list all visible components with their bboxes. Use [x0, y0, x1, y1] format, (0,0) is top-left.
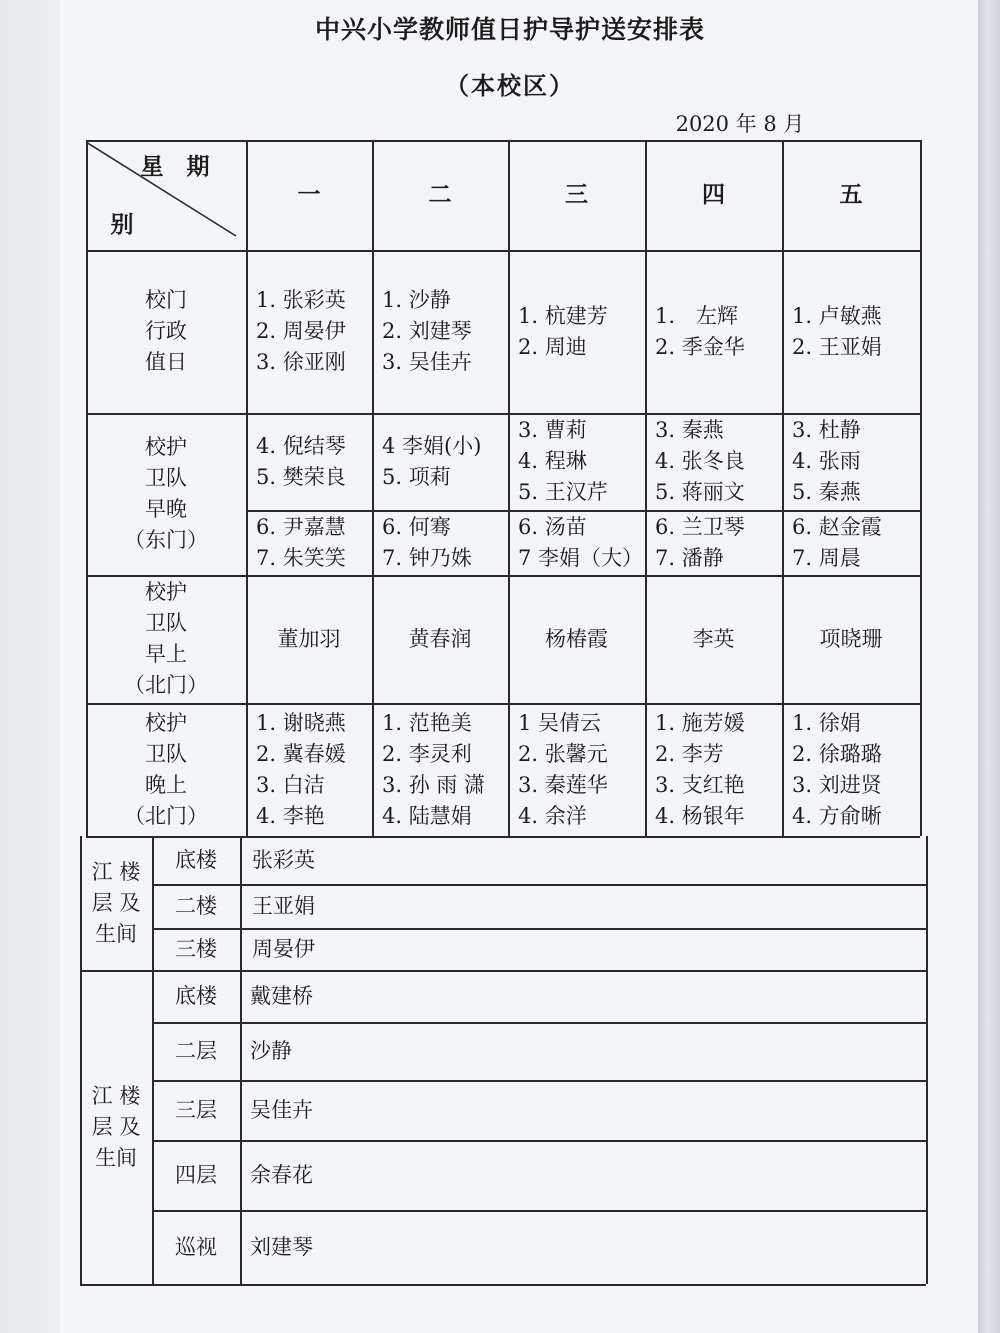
- cell-line: 3. 支红艳: [655, 772, 745, 797]
- cell-line: 生间: [95, 921, 137, 946]
- cell-line: 7. 钟乃姝: [382, 545, 472, 570]
- cell-line: 杨椿霞: [545, 626, 608, 651]
- document-date: 2020 年 8 月: [675, 112, 805, 136]
- duty-cell: [518, 250, 645, 413]
- cell-line: 1 吴倩云: [518, 710, 602, 735]
- duty-cell: [782, 575, 920, 703]
- cell-line: 6. 汤苗: [518, 514, 587, 539]
- cell-line: 1. 徐娟: [792, 710, 861, 735]
- cell-line: 5. 蒋丽文: [655, 480, 745, 504]
- cell-line: （东门）: [124, 528, 208, 552]
- cell-line: 4. 李艳: [256, 803, 325, 828]
- duty-cell: [518, 703, 645, 836]
- cell-line: 生间: [95, 1145, 137, 1170]
- cell-line: 4. 程琳: [518, 449, 587, 473]
- document-subtitle: （本校区）: [445, 72, 575, 100]
- row-label: [86, 575, 246, 703]
- duty-cell: [382, 250, 508, 413]
- cell-line: 4. 方俞晰: [792, 803, 882, 828]
- cell-line: 5. 王汉芹: [518, 480, 608, 504]
- corner-label-weekday: 星 期: [140, 154, 210, 180]
- cell-line: 2. 李芳: [655, 741, 724, 766]
- cell-line: 3. 刘进贤: [792, 772, 882, 797]
- day-header: 二: [428, 181, 452, 208]
- cell-line: 3. 秦燕: [655, 418, 724, 442]
- duty-cell: [792, 250, 920, 413]
- floor-section-label: [80, 836, 152, 970]
- cell-line: 7 李娟（大）: [518, 545, 644, 570]
- day-header: 一: [297, 181, 321, 208]
- duty-cell: [792, 510, 920, 575]
- floor-name: 二层: [175, 1038, 217, 1063]
- cell-line: 4 李娟(小): [382, 433, 482, 458]
- day-header: 三: [565, 181, 588, 208]
- floor-teacher: 王亚娟: [252, 893, 315, 918]
- duty-cell: [382, 413, 508, 510]
- duty-cell: [792, 413, 920, 510]
- floor-name: 底楼: [175, 847, 217, 872]
- cell-line: 2. 刘建琴: [382, 319, 472, 343]
- floor-name: 巡视: [175, 1234, 217, 1259]
- floor-name: 二楼: [175, 893, 217, 918]
- cell-line: 5. 项莉: [382, 464, 451, 489]
- duty-cell: [246, 575, 372, 703]
- cell-line: 行政: [145, 319, 187, 343]
- cell-line: 2. 徐璐璐: [792, 741, 882, 766]
- cell-line: 1. 施芳媛: [655, 710, 745, 735]
- cell-line: 校门: [145, 288, 187, 312]
- cell-line: 卫队: [145, 611, 187, 635]
- cell-line: 2. 冀春媛: [256, 741, 346, 766]
- cell-line: 2. 周迪: [518, 334, 587, 359]
- floor-name: 底楼: [175, 983, 217, 1008]
- duty-cell: [655, 703, 782, 836]
- duty-cell: [256, 250, 372, 413]
- duty-cell: [372, 575, 508, 703]
- cell-line: 李英: [692, 626, 735, 651]
- floor-name: 四层: [175, 1162, 217, 1187]
- cell-line: 江 楼: [91, 1083, 141, 1108]
- cell-line: 2. 周晏伊: [256, 319, 346, 343]
- floor-teacher: 余春花: [250, 1162, 313, 1187]
- cell-line: （北门）: [124, 803, 208, 828]
- cell-line: 4. 余洋: [518, 803, 587, 828]
- duty-cell: [382, 703, 508, 836]
- cell-line: 6. 何骞: [382, 514, 451, 539]
- duty-cell: [518, 413, 645, 510]
- cell-line: 3. 曹莉: [518, 418, 587, 442]
- duty-cell: [645, 575, 782, 703]
- duty-cell: [382, 510, 508, 575]
- table-rule: [920, 140, 922, 836]
- cell-line: 校护: [145, 710, 187, 735]
- cell-line: 1. 杭建芳: [518, 303, 608, 328]
- duty-cell: [256, 413, 372, 510]
- day-header: 五: [839, 181, 863, 208]
- cell-line: 3. 孙 雨 潇: [382, 772, 486, 797]
- floor-section-label: [80, 970, 152, 1284]
- cell-line: 1. 沙静: [382, 288, 451, 312]
- cell-line: 值日: [145, 350, 187, 374]
- cell-line: 1. 卢敏燕: [792, 303, 882, 328]
- floor-teacher: 刘建琴: [250, 1234, 313, 1259]
- floor-name: 三楼: [175, 936, 217, 961]
- table-rule: [926, 836, 928, 1284]
- cell-line: 晚上: [145, 772, 187, 797]
- cell-line: 早晚: [145, 497, 187, 521]
- cell-line: 2. 张馨元: [518, 741, 608, 766]
- cell-line: 7. 周晨: [792, 545, 861, 570]
- cell-line: 1. 左辉: [655, 303, 739, 328]
- duty-cell: [655, 413, 782, 510]
- cell-line: 1. 谢晓燕: [256, 710, 346, 735]
- cell-line: 董加羽: [277, 626, 341, 651]
- cell-line: 校护: [145, 580, 187, 604]
- cell-line: （北门）: [124, 673, 208, 697]
- cell-line: 4. 倪结琴: [256, 433, 346, 458]
- floor-name: 三层: [175, 1097, 217, 1122]
- cell-line: 3. 白洁: [256, 772, 325, 797]
- cell-line: 2. 季金华: [655, 334, 745, 359]
- cell-line: 4. 陆慧娟: [382, 803, 472, 828]
- floor-teacher: 周晏伊: [252, 936, 315, 961]
- cell-line: 7. 朱笑笑: [256, 545, 346, 570]
- table-rule: [80, 1284, 926, 1286]
- cell-line: 6. 尹嘉慧: [256, 514, 346, 539]
- cell-line: 卫队: [145, 466, 187, 490]
- cell-line: 1. 张彩英: [256, 288, 346, 312]
- floor-teacher: 戴建桥: [250, 983, 313, 1008]
- cell-line: 3. 徐亚刚: [256, 350, 346, 374]
- duty-cell: [256, 703, 372, 836]
- cell-line: 层 及: [91, 890, 141, 915]
- row-label: [86, 413, 246, 575]
- cell-line: 2. 王亚娟: [792, 334, 882, 359]
- cell-line: 1. 范艳美: [382, 710, 472, 735]
- cell-line: 3. 秦莲华: [518, 772, 608, 797]
- cell-line: 4. 杨银年: [655, 803, 745, 828]
- cell-line: 5. 樊荣良: [256, 464, 346, 489]
- duty-cell: [508, 575, 645, 703]
- cell-line: 黄春润: [408, 626, 472, 651]
- document-title: 中兴小学教师值日护导护送安排表: [314, 15, 705, 44]
- duty-cell: [792, 703, 920, 836]
- day-header: 四: [702, 181, 725, 208]
- cell-line: 层 及: [91, 1114, 141, 1139]
- cell-line: 3. 杜静: [792, 418, 861, 442]
- cell-line: 江 楼: [91, 859, 141, 884]
- corner-label-category: 别: [110, 212, 134, 238]
- floor-teacher: 吴佳卉: [250, 1097, 313, 1122]
- duty-cell: [655, 510, 782, 575]
- cell-line: 早上: [145, 642, 187, 666]
- cell-line: 6. 赵金霞: [792, 514, 882, 539]
- table-rule: [240, 836, 242, 1284]
- page-edge: [978, 0, 1000, 1333]
- cell-line: 卫队: [145, 741, 187, 766]
- row-label: [86, 250, 246, 413]
- cell-line: 4. 张冬良: [655, 449, 745, 473]
- row-label: [86, 703, 246, 836]
- cell-line: 6. 兰卫琴: [655, 514, 745, 539]
- floor-teacher: 张彩英: [252, 847, 315, 872]
- cell-line: 2. 李灵利: [382, 741, 472, 766]
- cell-line: 7. 潘静: [655, 545, 724, 570]
- cell-line: 5. 秦燕: [792, 480, 861, 504]
- duty-cell: [518, 510, 645, 575]
- duty-cell: [256, 510, 372, 575]
- floor-teacher: 沙静: [250, 1038, 292, 1063]
- cell-line: 3. 吴佳卉: [382, 350, 472, 374]
- cell-line: 项晓珊: [819, 626, 883, 651]
- cell-line: 校护: [145, 435, 187, 459]
- cell-line: 4. 张雨: [792, 449, 861, 473]
- duty-cell: [655, 250, 782, 413]
